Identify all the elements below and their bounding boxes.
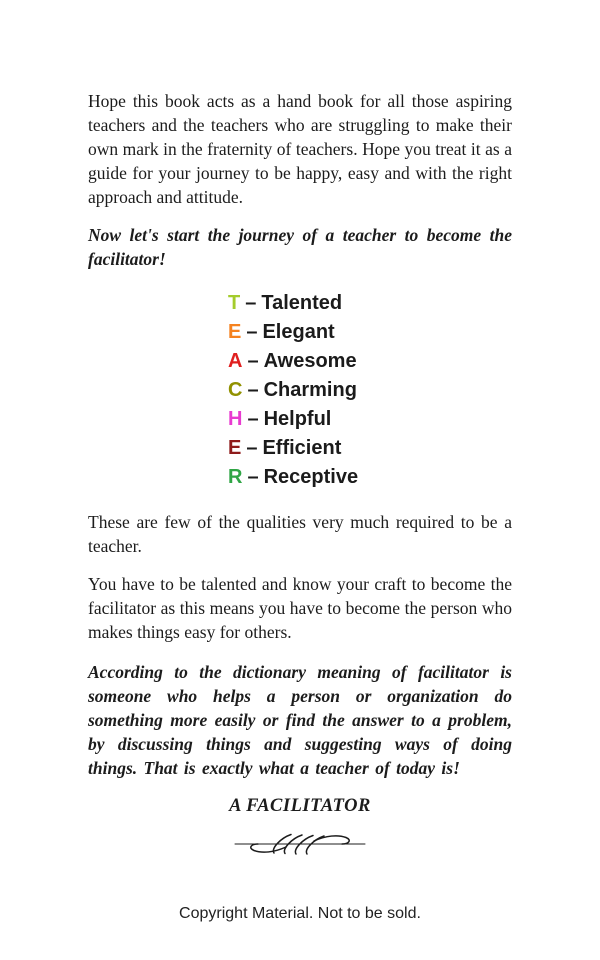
acronym-row bbox=[228, 289, 512, 318]
talented-paragraph: You have to be talented and know your craft to become the facilitator as this means you have to become the person who makes things easy for others. bbox=[88, 574, 512, 642]
dictionary-paragraph: According to the dictionary meaning of facilitator is someone who helps a person or organization do something more easily or find the answer to a problem, by discussing things and suggesting ways of doing things. That is exactly what a teacher of today is! bbox=[88, 662, 512, 778]
acronym-letter: A bbox=[228, 350, 243, 372]
intro-paragraph: Hope this book acts as a hand book for all those aspiring teachers and the teachers who are struggling to make their own mark in the fraternity of teachers. Hope you treat it as a guide for your journey to be happy, easy and with the right approach and attitude. bbox=[88, 91, 512, 207]
acronym-row bbox=[228, 376, 512, 405]
acronym-dash: – bbox=[247, 379, 259, 401]
acronym-letter: T bbox=[228, 292, 241, 314]
acronym-letter: E bbox=[228, 321, 242, 343]
acronym-row bbox=[228, 434, 512, 463]
teacher-acronym-list bbox=[228, 289, 512, 492]
facilitator-heading: A FACILITATOR bbox=[229, 796, 371, 816]
acronym-word: Receptive bbox=[263, 466, 359, 488]
acronym-word: Efficient bbox=[262, 437, 342, 459]
acronym-word: Helpful bbox=[263, 408, 332, 430]
acronym-letter: H bbox=[228, 408, 243, 430]
acronym-word: Charming bbox=[263, 379, 357, 401]
copyright-footer: Copyright Material. Not to be sold. bbox=[179, 905, 421, 922]
acronym-row bbox=[228, 318, 512, 347]
acronym-dash: – bbox=[246, 437, 258, 459]
acronym-word: Talented bbox=[261, 292, 343, 314]
acronym-dash: – bbox=[246, 321, 258, 343]
acronym-dash: – bbox=[247, 350, 259, 372]
acronym-word: Elegant bbox=[262, 321, 335, 343]
acronym-word: Awesome bbox=[263, 350, 357, 372]
acronym-row bbox=[228, 405, 512, 434]
acronym-letter: R bbox=[228, 466, 243, 488]
acronym-dash: – bbox=[247, 466, 259, 488]
acronym-letter: C bbox=[228, 379, 243, 401]
acronym-letter: E bbox=[228, 437, 242, 459]
qualities-paragraph: These are few of the qualities very much required to be a teacher. bbox=[88, 512, 512, 556]
acronym-dash: – bbox=[245, 292, 257, 314]
journey-paragraph: Now let's start the journey of a teacher to become the facilitator! bbox=[88, 225, 512, 269]
flourish-icon bbox=[234, 829, 366, 859]
acronym-row bbox=[228, 463, 512, 492]
acronym-dash: – bbox=[247, 408, 259, 430]
flourish-divider bbox=[88, 829, 512, 859]
acronym-row bbox=[228, 347, 512, 376]
